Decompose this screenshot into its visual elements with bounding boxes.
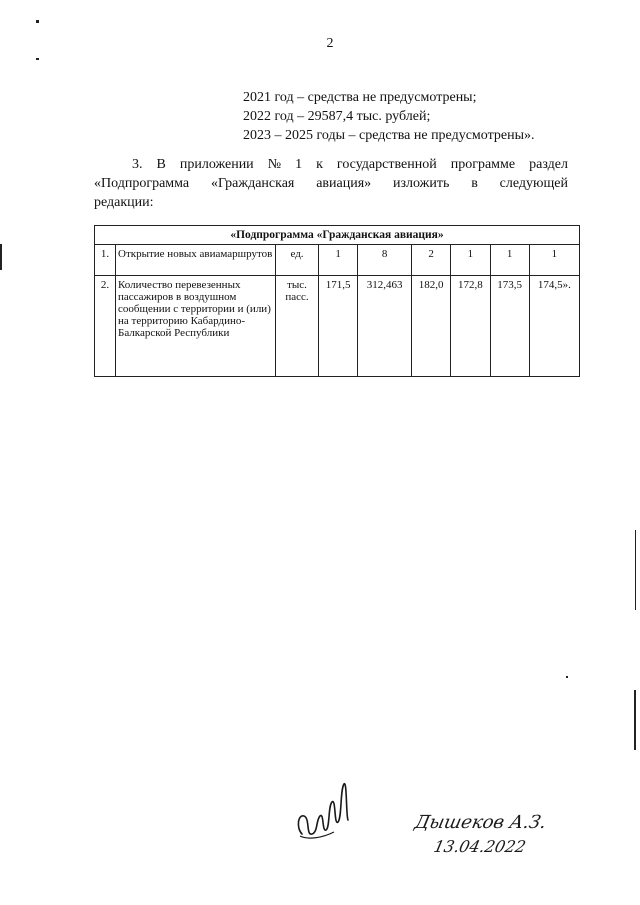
signature	[294, 776, 354, 851]
table-row	[95, 245, 580, 276]
handwritten-date: 13.04.2022	[431, 837, 528, 856]
scan-dot	[36, 20, 39, 23]
year-value: 174,5».	[529, 276, 579, 377]
table-row	[95, 276, 580, 377]
edge-line	[634, 690, 636, 750]
row-number: 1.	[95, 245, 116, 276]
binding-mark	[0, 244, 2, 270]
word: авиация»	[316, 176, 372, 191]
word: редакции:	[94, 195, 154, 210]
year-value: 312,463	[358, 276, 412, 377]
funding-line: 2021 год – средства не предусмотрены;	[243, 90, 477, 105]
funding-line: 2022 год – 29587,4 тыс. рублей;	[243, 109, 431, 124]
paragraph-line	[94, 155, 568, 174]
year-value: 171,5	[319, 276, 358, 377]
year-value: 173,5	[490, 276, 529, 377]
word: «Подпрограмма	[94, 176, 190, 191]
word: 3.	[132, 157, 143, 172]
year-value: 1	[319, 245, 358, 276]
table-heading: «Подпрограмма «Гражданская авиация»	[95, 226, 580, 245]
word: программе	[450, 157, 516, 172]
word: №	[267, 157, 282, 172]
page-number: 2	[326, 36, 334, 51]
word: в	[471, 176, 478, 191]
year-value: 1	[529, 245, 579, 276]
word: к	[316, 157, 323, 172]
word: раздел	[529, 157, 568, 172]
unit-of-measure: ед.	[276, 245, 319, 276]
word: 1	[295, 157, 303, 172]
row-number: 2.	[95, 276, 116, 377]
funding-list	[243, 88, 535, 145]
year-value: 172,8	[451, 276, 490, 377]
year-value: 1	[451, 245, 490, 276]
word: следующей	[499, 176, 568, 191]
year-value: 2	[412, 245, 451, 276]
word: государственной	[336, 157, 437, 172]
scan-dot	[36, 58, 39, 60]
year-value: 8	[358, 245, 412, 276]
handwritten-name: Дышеков А.З.	[412, 812, 549, 833]
unit-of-measure: тыс. пасс.	[276, 276, 319, 377]
word: В	[156, 157, 166, 172]
funding-line: 2023 – 2025 годы – средства не предусмотрены».	[243, 128, 535, 143]
paragraph-line	[94, 193, 568, 212]
word: изложить	[393, 176, 450, 191]
paragraph-line	[94, 174, 568, 193]
year-value: 1	[490, 245, 529, 276]
scan-dot	[566, 676, 568, 678]
indicator-name: Количество перевезенных пассажиров в воздушном сообщении с территории и (или) на территорию Кабардино-Балкарской Республики	[116, 276, 276, 377]
word: приложении	[179, 157, 254, 172]
indicator-name: Открытие новых авиамаршрутов	[116, 245, 276, 276]
amendment-paragraph	[94, 155, 568, 212]
word: «Гражданская	[210, 176, 295, 191]
year-value: 182,0	[412, 276, 451, 377]
subprogram-table	[94, 225, 580, 377]
edge-line	[635, 530, 636, 610]
